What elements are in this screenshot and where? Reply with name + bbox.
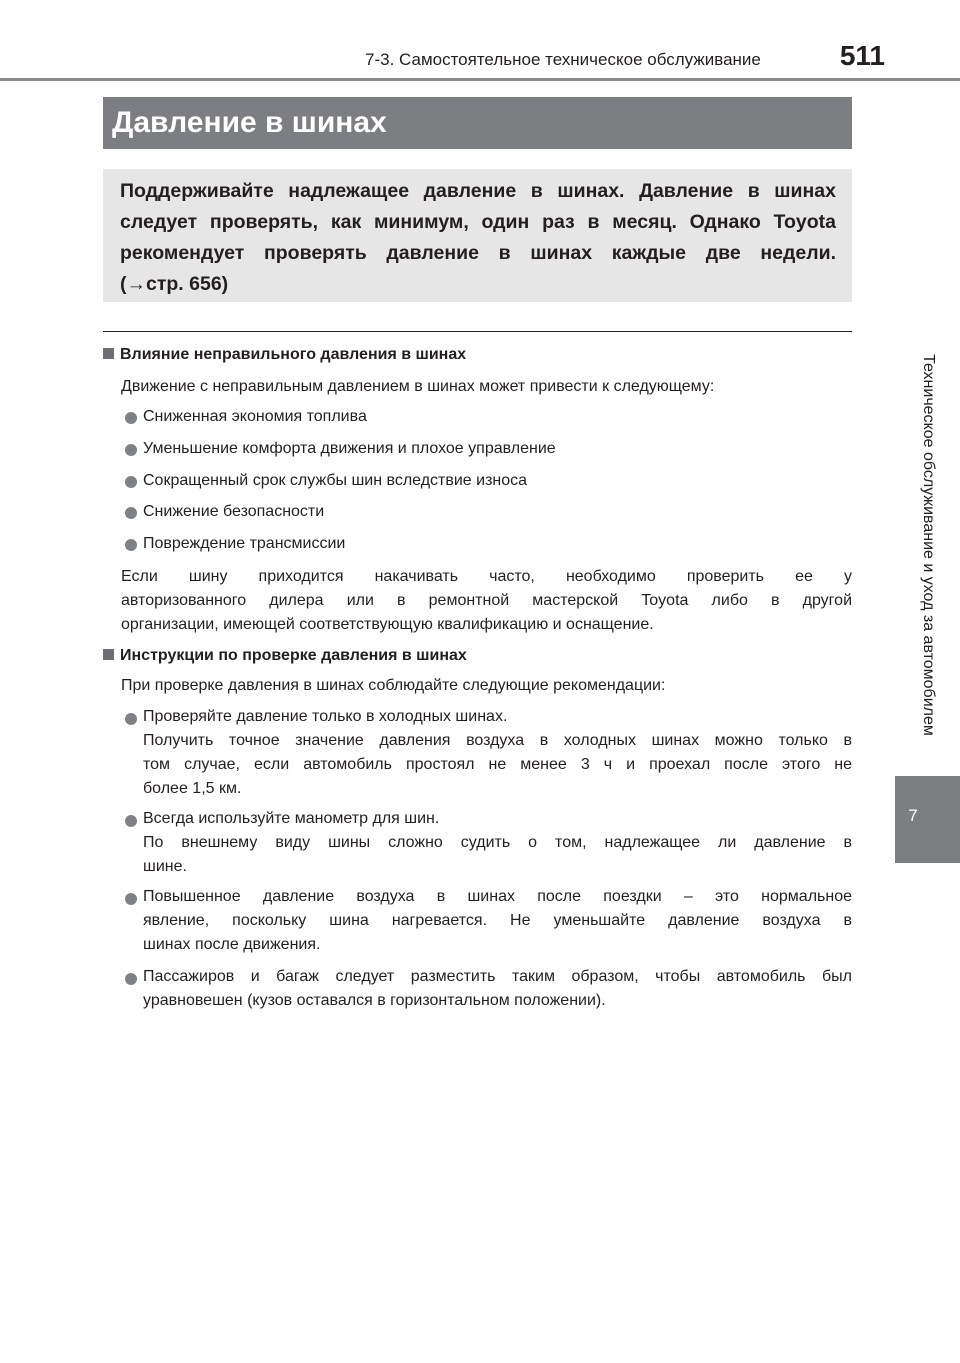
note-line: организации, имеющей соответствующую квалификацию и оснащение. [121, 616, 654, 633]
section-heading [103, 346, 466, 364]
round-bullet-icon [125, 893, 137, 905]
intro-line: (→стр. 656) [120, 273, 229, 295]
list-item-line: По внешнему виду шины сложно судить о том, надлежащее ли давление в [143, 834, 852, 851]
chapter-header: 7-3. Самостоятельное техническое обслуживание [365, 50, 761, 69]
note-line: авторизованного дилера или в ремонтной мастерской Toyota либо в другой [121, 592, 852, 609]
round-bullet-icon [125, 815, 137, 827]
round-bullet-icon [125, 476, 137, 488]
round-bullet-icon [125, 973, 137, 985]
list-item-line: явление, поскольку шина нагревается. Не уменьшайте давление воздуха в [143, 912, 852, 929]
round-bullet-icon [125, 713, 137, 725]
list-item: Сокращенный срок службы шин вследствие износа [143, 472, 528, 489]
round-bullet-icon [125, 507, 137, 519]
chapter-number: 7 [908, 806, 918, 825]
side-tab-label-text: Техническое обслуживание и уход за автомобилем [919, 354, 937, 736]
list-item-head: Пассажиров и багаж следует разместить таким образом, чтобы автомобиль был [143, 968, 852, 985]
square-bullet-icon [103, 348, 114, 359]
section-lead: Движение с неправильным давлением в шинах может привести к следующему: [121, 378, 715, 395]
round-bullet-icon [125, 444, 137, 456]
section-lead: При проверке давления в шинах соблюдайте следующие рекомендации: [121, 677, 666, 694]
section-divider [103, 331, 852, 332]
list-item-head: Повышенное давление воздуха в шинах после поездки – это нормальное [143, 888, 852, 905]
list-item-line: уравновешен (кузов оставался в горизонтальном положении). [143, 992, 606, 1009]
list-item-line: шине. [143, 858, 187, 875]
list-item-head: Проверяйте давление только в холодных шинах. [143, 708, 508, 725]
section-heading-text: Инструкции по проверке давления в шинах [120, 647, 467, 664]
note-line: Если шину приходится накачивать часто, необходимо проверить ее у [121, 568, 852, 585]
list-item-line: том случае, если автомобиль простоял не менее 3 ч и проехал после этого не [143, 756, 852, 773]
list-item: Повреждение трансмиссии [143, 535, 346, 552]
page-title: Давление в шинах [112, 106, 387, 139]
intro-box [103, 169, 852, 302]
intro-line: следует проверять, как минимум, один раз в месяц. Однако Toyota [120, 211, 836, 233]
round-bullet-icon [125, 412, 137, 424]
list-item-line: шинах после движения. [143, 936, 321, 953]
section-heading [103, 647, 467, 665]
intro-line: рекомендует проверять давление в шинах каждые две недели. [120, 242, 836, 264]
intro-line: Поддерживайте надлежащее давление в шинах. Давление в шинах [120, 180, 836, 202]
chapter-tab [895, 776, 960, 863]
square-bullet-icon [103, 649, 114, 660]
list-item-line: Получить точное значение давления воздуха в холодных шинах можно только в [143, 732, 852, 749]
list-item-head: Всегда используйте манометр для шин. [143, 810, 440, 827]
page-number: 511 [839, 40, 885, 71]
list-item-line: более 1,5 км. [143, 780, 242, 797]
title-bar [103, 97, 852, 149]
round-bullet-icon [125, 539, 137, 551]
side-tab-label [895, 320, 960, 770]
section-heading-text: Влияние неправильного давления в шинах [120, 346, 467, 363]
header-rule [0, 78, 960, 81]
list-item: Сниженная экономия топлива [143, 408, 367, 425]
list-item: Уменьшение комфорта движения и плохое управление [143, 440, 556, 457]
list-item: Снижение безопасности [143, 503, 325, 520]
